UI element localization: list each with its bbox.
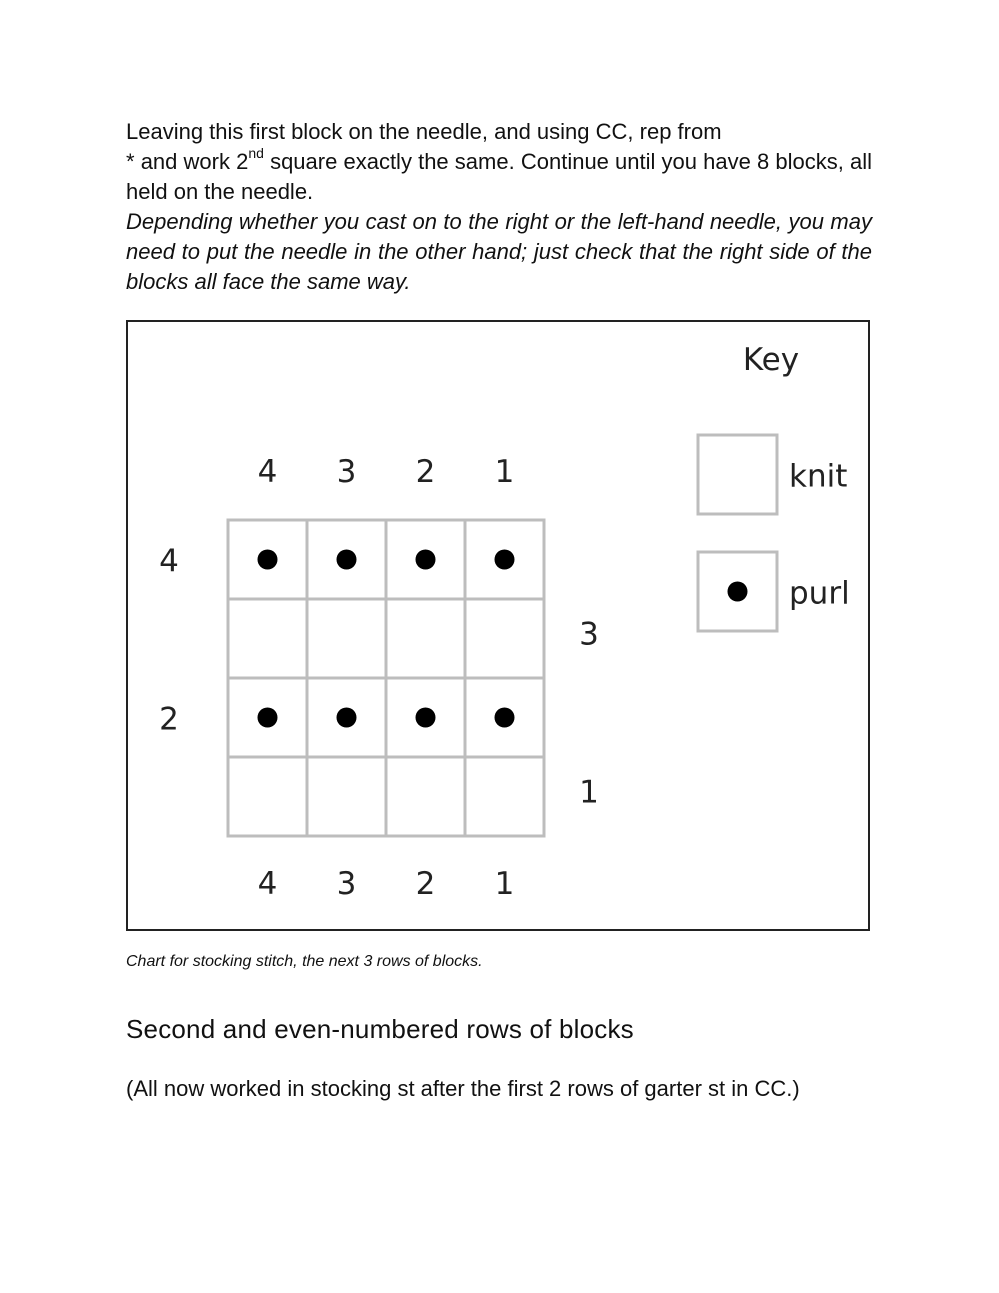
legend-label-knit: knit (789, 458, 848, 495)
legend-purl-dot (728, 582, 748, 602)
stitch-cell-knit (465, 757, 544, 836)
stitch-chart-svg (128, 322, 872, 933)
purl-dot (258, 708, 278, 728)
column-label-bottom: 2 (415, 866, 436, 902)
stitch-cell-knit (307, 757, 386, 836)
stitch-chart (126, 320, 870, 931)
purl-dot (337, 708, 357, 728)
section-heading: Second and even-numbered rows of blocks (126, 1014, 634, 1044)
column-label-top: 3 (336, 454, 357, 490)
stitch-cell-knit (228, 599, 307, 678)
legend-swatch-knit (698, 435, 777, 514)
stitch-cell-knit (465, 599, 544, 678)
stitch-cell-knit (307, 599, 386, 678)
stitch-cell-knit (386, 757, 465, 836)
chart-caption: Chart for stocking stitch, the next 3 rows of blocks. (126, 953, 483, 970)
italic-note: Depending whether you cast on to the right or the left-hand needle, you may need to put the needle in the other hand; just check that the right side of the blocks all face the same way. (126, 209, 872, 294)
purl-dot (258, 550, 278, 570)
ordinal-suffix: nd (248, 144, 264, 161)
stitch-cell-knit (228, 757, 307, 836)
column-label-top: 4 (257, 454, 278, 490)
legend-label-purl: purl (789, 575, 850, 612)
row-label-left: 4 (159, 543, 179, 580)
intro-line-2-rest: square exactly the same. Continue until you have 8 blocks, all held on the needle. (126, 149, 872, 204)
column-label-top: 1 (494, 454, 515, 490)
column-label-top: 2 (415, 454, 436, 490)
row-label-right: 1 (579, 774, 599, 811)
intro-line-1: Leaving this first block on the needle, and using CC, rep from (126, 119, 722, 144)
stitch-cell-knit (386, 599, 465, 678)
purl-dot (337, 550, 357, 570)
column-label-bottom: 1 (494, 866, 515, 902)
intro-paragraph (126, 117, 872, 207)
purl-dot (495, 708, 515, 728)
row-label-left: 2 (159, 701, 179, 738)
purl-dot (495, 550, 515, 570)
column-label-bottom: 3 (336, 866, 357, 902)
intro-line-2-start: * and work 2 (126, 149, 249, 174)
purl-dot (416, 708, 436, 728)
key-title: Key (742, 342, 800, 378)
section-text: (All now worked in stocking st after the first 2 rows of garter st in CC.) (126, 1076, 800, 1101)
row-label-right: 3 (579, 616, 599, 653)
column-label-bottom: 4 (257, 866, 278, 902)
purl-dot (416, 550, 436, 570)
